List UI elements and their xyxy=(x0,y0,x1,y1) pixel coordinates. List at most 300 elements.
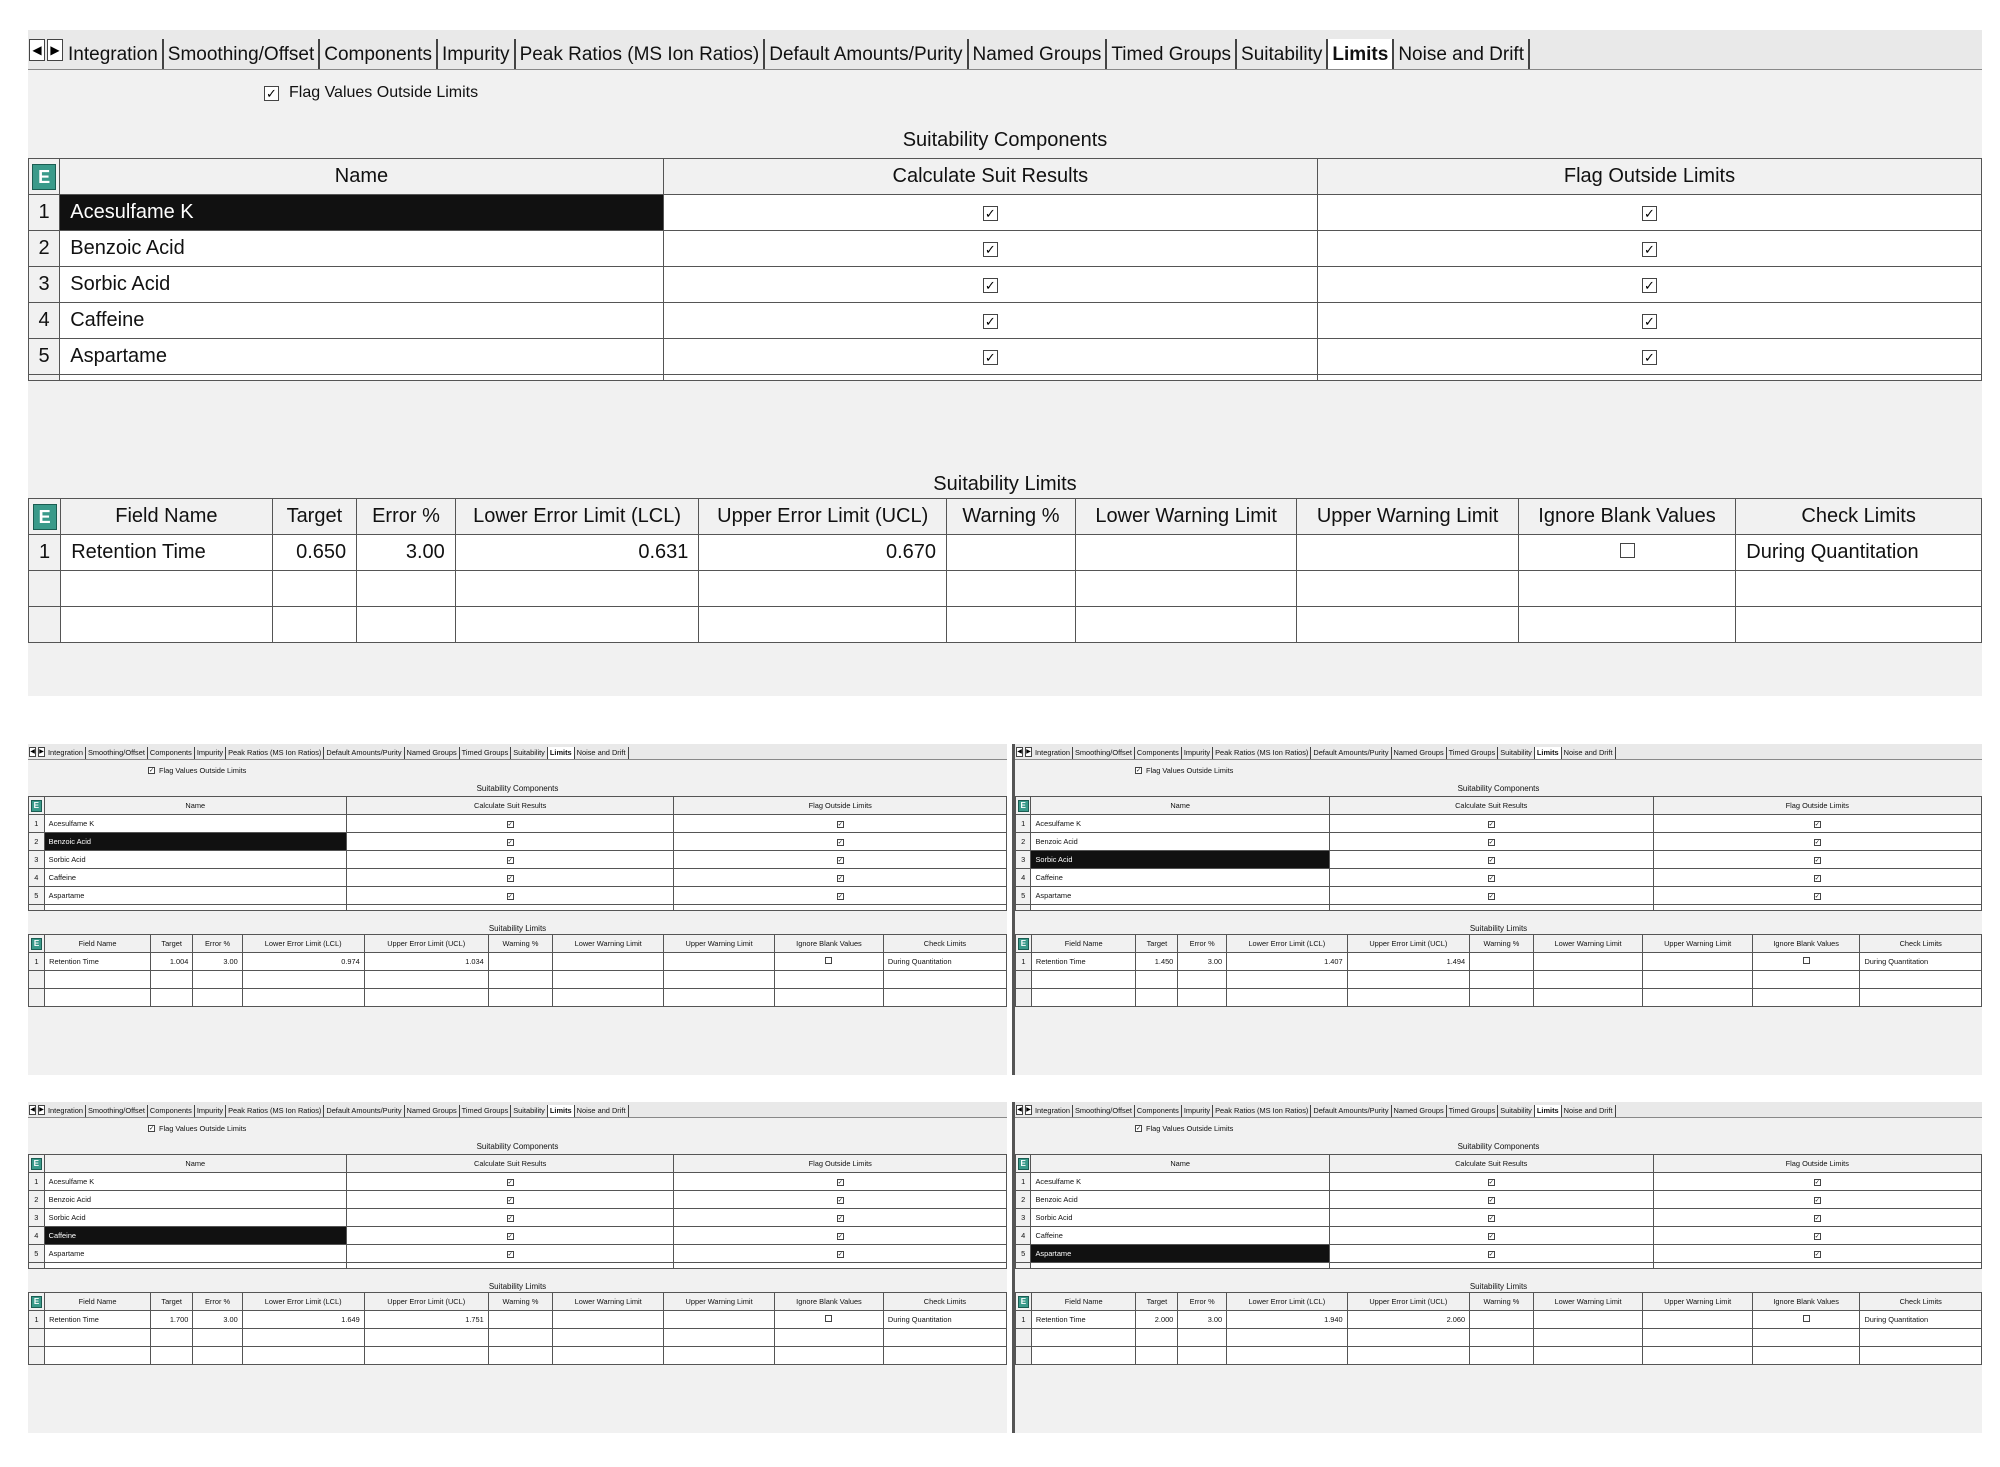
header-flag-outside-limits[interactable]: Flag Outside Limits xyxy=(1317,159,1981,195)
lcl-cell[interactable]: 1.407 xyxy=(1227,953,1348,971)
ignore-blank-values-checkbox[interactable] xyxy=(1803,957,1810,964)
ignore-blank-values-cell[interactable] xyxy=(1518,535,1735,571)
error-pct-cell[interactable]: 3.00 xyxy=(1178,953,1227,971)
error-pct-cell[interactable]: 3.00 xyxy=(357,535,456,571)
header-error-pct[interactable]: Error % xyxy=(193,1293,242,1311)
flag-outside-limits-cell[interactable] xyxy=(674,1209,1007,1227)
flag-outside-limits-checkbox[interactable]: ✓ xyxy=(837,857,843,864)
component-name-cell[interactable]: Caffeine xyxy=(60,303,663,339)
component-name-cell[interactable]: Aspartame xyxy=(44,1245,346,1263)
table-e-icon[interactable]: E xyxy=(1018,1158,1029,1170)
ignore-blank-values-checkbox[interactable] xyxy=(1803,1315,1810,1322)
header-lcl[interactable]: Lower Error Limit (LCL) xyxy=(242,935,364,953)
ucl-cell[interactable]: 1.751 xyxy=(364,1311,488,1329)
header-lower-warning-limit[interactable]: Lower Warning Limit xyxy=(1075,499,1296,535)
table-row[interactable] xyxy=(1016,905,1982,911)
tab-timed-groups[interactable]: Timed Groups xyxy=(1447,747,1499,759)
flag-outside-limits-checkbox[interactable]: ✓ xyxy=(837,1215,843,1222)
table-row[interactable] xyxy=(29,1191,1007,1209)
tab-default-amounts-purity[interactable]: Default Amounts/Purity xyxy=(1311,747,1391,759)
header-check-limits[interactable]: Check Limits xyxy=(1860,1293,1982,1311)
calculate-suit-results-cell[interactable] xyxy=(346,1245,674,1263)
table-row[interactable] xyxy=(29,267,1982,303)
flag-outside-limits-checkbox[interactable]: ✓ xyxy=(1814,1233,1820,1240)
flag-outside-limits-cell[interactable] xyxy=(1653,869,1981,887)
calculate-suit-results-checkbox[interactable]: ✓ xyxy=(507,1215,513,1222)
ignore-blank-values-cell[interactable] xyxy=(1752,1311,1860,1329)
header-ucl[interactable]: Upper Error Limit (UCL) xyxy=(364,1293,488,1311)
flag-values-outside-limits-checkbox[interactable]: ✓ xyxy=(1135,767,1142,774)
tab-timed-groups[interactable]: Timed Groups xyxy=(460,747,512,759)
flag-values-outside-limits-option[interactable] xyxy=(1135,1124,1233,1133)
flag-outside-limits-checkbox[interactable]: ✓ xyxy=(837,821,843,828)
header-ignore-blank-values[interactable]: Ignore Blank Values xyxy=(775,1293,884,1311)
scroll-right-icon[interactable]: ▶ xyxy=(47,39,63,61)
target-cell[interactable]: 1.004 xyxy=(150,953,192,971)
flag-outside-limits-cell[interactable] xyxy=(674,1173,1007,1191)
ignore-blank-values-cell[interactable] xyxy=(775,953,884,971)
header-calculate-suit-results[interactable]: Calculate Suit Results xyxy=(346,1155,674,1173)
tab-components[interactable]: Components xyxy=(1135,1105,1182,1117)
header-name[interactable]: Name xyxy=(60,159,663,195)
calculate-suit-results-checkbox[interactable]: ✓ xyxy=(1488,893,1494,900)
component-name-cell[interactable]: Benzoic Acid xyxy=(44,1191,346,1209)
tab-timed-groups[interactable]: Timed Groups xyxy=(460,1105,512,1117)
tab-default-amounts-purity[interactable]: Default Amounts/Purity xyxy=(765,39,968,69)
warning-pct-cell[interactable] xyxy=(488,1311,553,1329)
header-name[interactable]: Name xyxy=(1031,797,1329,815)
table-row[interactable] xyxy=(29,1311,1007,1329)
tab-peak-ratios[interactable]: Peak Ratios (MS Ion Ratios) xyxy=(1213,747,1311,759)
table-row[interactable] xyxy=(1016,1227,1982,1245)
header-field-name[interactable]: Field Name xyxy=(45,1293,151,1311)
tab-peak-ratios[interactable]: Peak Ratios (MS Ion Ratios) xyxy=(226,747,324,759)
table-row[interactable] xyxy=(29,1173,1007,1191)
header-flag-outside-limits[interactable]: Flag Outside Limits xyxy=(1653,797,1981,815)
tab-limits[interactable]: Limits xyxy=(1535,747,1562,759)
flag-outside-limits-checkbox[interactable]: ✓ xyxy=(1642,206,1657,221)
ucl-cell[interactable]: 1.494 xyxy=(1347,953,1469,971)
table-e-icon[interactable]: E xyxy=(1018,800,1029,812)
table-row[interactable] xyxy=(29,231,1982,267)
lcl-cell[interactable]: 0.974 xyxy=(242,953,364,971)
header-calculate-suit-results[interactable]: Calculate Suit Results xyxy=(663,159,1317,195)
flag-outside-limits-checkbox[interactable]: ✓ xyxy=(1814,857,1820,864)
scroll-left-icon[interactable]: ◀ xyxy=(29,39,45,61)
header-error-pct[interactable]: Error % xyxy=(357,499,456,535)
header-lcl[interactable]: Lower Error Limit (LCL) xyxy=(242,1293,364,1311)
header-calculate-suit-results[interactable]: Calculate Suit Results xyxy=(1329,1155,1653,1173)
component-name-cell[interactable]: Acesulfame K xyxy=(44,1173,346,1191)
calculate-suit-results-checkbox[interactable]: ✓ xyxy=(1488,1179,1494,1186)
header-target[interactable]: Target xyxy=(150,935,192,953)
calculate-suit-results-checkbox[interactable]: ✓ xyxy=(507,1197,513,1204)
table-row[interactable] xyxy=(1016,1347,1982,1365)
upper-warning-limit-cell[interactable] xyxy=(1643,953,1753,971)
component-name-cell[interactable]: Aspartame xyxy=(1031,1245,1329,1263)
flag-outside-limits-cell[interactable] xyxy=(674,851,1007,869)
header-name[interactable]: Name xyxy=(44,1155,346,1173)
table-row[interactable] xyxy=(29,1227,1007,1245)
tab-limits[interactable]: Limits xyxy=(1535,1105,1562,1117)
flag-outside-limits-checkbox[interactable]: ✓ xyxy=(1814,1179,1820,1186)
flag-values-outside-limits-checkbox[interactable]: ✓ xyxy=(148,767,155,774)
calculate-suit-results-cell[interactable] xyxy=(663,339,1317,375)
header-upper-warning-limit[interactable]: Upper Warning Limit xyxy=(1297,499,1518,535)
flag-outside-limits-checkbox[interactable]: ✓ xyxy=(1642,350,1657,365)
flag-outside-limits-checkbox[interactable]: ✓ xyxy=(1814,875,1820,882)
tab-suitability[interactable]: Suitability xyxy=(1498,747,1535,759)
flag-outside-limits-checkbox[interactable]: ✓ xyxy=(837,1179,843,1186)
table-row[interactable] xyxy=(29,1209,1007,1227)
header-warning-pct[interactable]: Warning % xyxy=(1470,1293,1534,1311)
table-row[interactable] xyxy=(1016,1245,1982,1263)
table-row[interactable] xyxy=(1016,1173,1982,1191)
check-limits-cell[interactable]: During Quantitation xyxy=(883,953,1006,971)
target-cell[interactable]: 1.700 xyxy=(150,1311,192,1329)
calculate-suit-results-cell[interactable] xyxy=(1329,1173,1653,1191)
table-row[interactable] xyxy=(1016,989,1982,1007)
ignore-blank-values-checkbox[interactable] xyxy=(1620,543,1635,558)
header-calculate-suit-results[interactable]: Calculate Suit Results xyxy=(346,797,674,815)
calculate-suit-results-checkbox[interactable]: ✓ xyxy=(507,1233,513,1240)
table-row[interactable] xyxy=(1016,887,1982,905)
table-e-icon[interactable]: E xyxy=(1018,1296,1029,1308)
flag-outside-limits-cell[interactable] xyxy=(1317,303,1981,339)
table-row[interactable] xyxy=(29,953,1007,971)
header-check-limits[interactable]: Check Limits xyxy=(883,935,1006,953)
scroll-left-icon[interactable]: ◀ xyxy=(30,749,35,755)
tab-peak-ratios[interactable]: Peak Ratios (MS Ion Ratios) xyxy=(516,39,766,69)
flag-outside-limits-cell[interactable] xyxy=(1317,339,1981,375)
header-check-limits[interactable]: Check Limits xyxy=(883,1293,1006,1311)
tab-named-groups[interactable]: Named Groups xyxy=(1392,747,1447,759)
warning-pct-cell[interactable] xyxy=(947,535,1076,571)
warning-pct-cell[interactable] xyxy=(488,953,553,971)
flag-outside-limits-checkbox[interactable]: ✓ xyxy=(837,1197,843,1204)
flag-outside-limits-checkbox[interactable]: ✓ xyxy=(1642,242,1657,257)
scroll-left-icon[interactable]: ◀ xyxy=(1017,749,1022,755)
tab-integration[interactable]: Integration xyxy=(1033,747,1073,759)
table-row[interactable] xyxy=(1016,1263,1982,1269)
flag-outside-limits-cell[interactable] xyxy=(674,1245,1007,1263)
header-upper-warning-limit[interactable]: Upper Warning Limit xyxy=(1643,1293,1753,1311)
header-ucl[interactable]: Upper Error Limit (UCL) xyxy=(364,935,488,953)
header-flag-outside-limits[interactable]: Flag Outside Limits xyxy=(1653,1155,1981,1173)
table-row[interactable] xyxy=(29,195,1982,231)
flag-outside-limits-checkbox[interactable]: ✓ xyxy=(1814,893,1820,900)
flag-outside-limits-cell[interactable] xyxy=(1653,1209,1981,1227)
component-name-cell[interactable]: Sorbic Acid xyxy=(44,1209,346,1227)
field-name-cell[interactable]: Retention Time xyxy=(1031,1311,1136,1329)
header-lcl[interactable]: Lower Error Limit (LCL) xyxy=(1227,1293,1348,1311)
field-name-cell[interactable]: Retention Time xyxy=(45,953,151,971)
header-target[interactable]: Target xyxy=(1136,1293,1178,1311)
calculate-suit-results-cell[interactable] xyxy=(1329,815,1653,833)
flag-outside-limits-cell[interactable] xyxy=(674,833,1007,851)
tab-components[interactable]: Components xyxy=(320,39,438,69)
flag-outside-limits-checkbox[interactable]: ✓ xyxy=(1642,314,1657,329)
calculate-suit-results-cell[interactable] xyxy=(346,815,674,833)
calculate-suit-results-cell[interactable] xyxy=(663,231,1317,267)
component-name-cell[interactable]: Caffeine xyxy=(1031,869,1329,887)
header-name[interactable]: Name xyxy=(44,797,346,815)
tab-smoothing-offset[interactable]: Smoothing/Offset xyxy=(86,747,148,759)
calculate-suit-results-cell[interactable] xyxy=(1329,1227,1653,1245)
table-row[interactable] xyxy=(1016,1209,1982,1227)
tab-impurity[interactable]: Impurity xyxy=(1182,747,1213,759)
ignore-blank-values-checkbox[interactable] xyxy=(825,957,832,964)
header-target[interactable]: Target xyxy=(150,1293,192,1311)
ignore-blank-values-checkbox[interactable] xyxy=(825,1315,832,1322)
component-name-cell[interactable]: Caffeine xyxy=(44,1227,346,1245)
table-row[interactable] xyxy=(29,1347,1007,1365)
tab-default-amounts-purity[interactable]: Default Amounts/Purity xyxy=(324,747,404,759)
ucl-cell[interactable]: 2.060 xyxy=(1347,1311,1469,1329)
header-calculate-suit-results[interactable]: Calculate Suit Results xyxy=(1329,797,1653,815)
ignore-blank-values-cell[interactable] xyxy=(775,1311,884,1329)
table-row[interactable] xyxy=(29,535,1982,571)
calculate-suit-results-checkbox[interactable]: ✓ xyxy=(1488,839,1494,846)
tab-suitability[interactable]: Suitability xyxy=(511,747,548,759)
flag-outside-limits-cell[interactable] xyxy=(674,815,1007,833)
tab-limits[interactable]: Limits xyxy=(548,747,575,759)
flag-outside-limits-cell[interactable] xyxy=(1653,851,1981,869)
header-field-name[interactable]: Field Name xyxy=(1031,1293,1136,1311)
tab-components[interactable]: Components xyxy=(148,747,195,759)
lower-warning-limit-cell[interactable] xyxy=(1533,1311,1643,1329)
table-row[interactable] xyxy=(1016,1329,1982,1347)
target-cell[interactable]: 2.000 xyxy=(1136,1311,1178,1329)
target-cell[interactable]: 0.650 xyxy=(272,535,357,571)
component-name-cell[interactable]: Aspartame xyxy=(44,887,346,905)
table-row[interactable] xyxy=(29,869,1007,887)
calculate-suit-results-cell[interactable] xyxy=(663,195,1317,231)
component-name-cell[interactable]: Acesulfame K xyxy=(60,195,663,231)
flag-outside-limits-checkbox[interactable]: ✓ xyxy=(1814,821,1820,828)
header-warning-pct[interactable]: Warning % xyxy=(488,1293,553,1311)
calculate-suit-results-checkbox[interactable]: ✓ xyxy=(983,242,998,257)
header-ignore-blank-values[interactable]: Ignore Blank Values xyxy=(1752,935,1860,953)
table-row[interactable] xyxy=(29,303,1982,339)
header-lower-warning-limit[interactable]: Lower Warning Limit xyxy=(1533,935,1643,953)
flag-outside-limits-cell[interactable] xyxy=(1653,1191,1981,1209)
header-target[interactable]: Target xyxy=(272,499,357,535)
upper-warning-limit-cell[interactable] xyxy=(664,1311,775,1329)
table-row[interactable] xyxy=(29,905,1007,911)
tab-named-groups[interactable]: Named Groups xyxy=(969,39,1108,69)
tab-timed-groups[interactable]: Timed Groups xyxy=(1107,39,1237,69)
header-lower-warning-limit[interactable]: Lower Warning Limit xyxy=(1533,1293,1643,1311)
tab-named-groups[interactable]: Named Groups xyxy=(1392,1105,1447,1117)
calculate-suit-results-cell[interactable] xyxy=(1329,1191,1653,1209)
tab-integration[interactable]: Integration xyxy=(64,39,164,69)
calculate-suit-results-checkbox[interactable]: ✓ xyxy=(1488,857,1494,864)
tab-suitability[interactable]: Suitability xyxy=(511,1105,548,1117)
component-name-cell[interactable]: Benzoic Acid xyxy=(44,833,346,851)
flag-values-outside-limits-checkbox[interactable]: ✓ xyxy=(148,1125,155,1132)
flag-outside-limits-checkbox[interactable]: ✓ xyxy=(1814,1215,1820,1222)
table-row[interactable] xyxy=(29,815,1007,833)
flag-outside-limits-checkbox[interactable]: ✓ xyxy=(837,1251,843,1258)
flag-outside-limits-checkbox[interactable]: ✓ xyxy=(1814,839,1820,846)
tab-noise-and-drift[interactable]: Noise and Drift xyxy=(1394,39,1530,69)
flag-outside-limits-cell[interactable] xyxy=(1653,833,1981,851)
table-row[interactable] xyxy=(29,971,1007,989)
flag-values-outside-limits-option[interactable] xyxy=(264,84,478,102)
flag-outside-limits-cell[interactable] xyxy=(1317,195,1981,231)
header-error-pct[interactable]: Error % xyxy=(1178,1293,1227,1311)
table-e-icon[interactable]: E xyxy=(31,1158,42,1170)
scroll-right-icon[interactable]: ▶ xyxy=(39,749,44,755)
calculate-suit-results-cell[interactable] xyxy=(1329,1245,1653,1263)
header-flag-outside-limits[interactable]: Flag Outside Limits xyxy=(674,1155,1007,1173)
calculate-suit-results-checkbox[interactable]: ✓ xyxy=(983,350,998,365)
component-name-cell[interactable]: Sorbic Acid xyxy=(60,267,663,303)
target-cell[interactable]: 1.450 xyxy=(1136,953,1178,971)
scroll-right-icon[interactable]: ▶ xyxy=(39,1107,44,1113)
flag-outside-limits-checkbox[interactable]: ✓ xyxy=(1814,1197,1820,1204)
calculate-suit-results-checkbox[interactable]: ✓ xyxy=(507,875,513,882)
lower-warning-limit-cell[interactable] xyxy=(1533,953,1643,971)
error-pct-cell[interactable]: 3.00 xyxy=(193,1311,242,1329)
component-name-cell[interactable]: Benzoic Acid xyxy=(1031,833,1329,851)
scroll-left-icon[interactable]: ◀ xyxy=(1017,1107,1022,1113)
flag-outside-limits-cell[interactable] xyxy=(1653,1173,1981,1191)
flag-outside-limits-checkbox[interactable]: ✓ xyxy=(1642,278,1657,293)
calculate-suit-results-cell[interactable] xyxy=(346,869,674,887)
component-name-cell[interactable]: Benzoic Acid xyxy=(1031,1191,1329,1209)
calculate-suit-results-checkbox[interactable]: ✓ xyxy=(1488,1197,1494,1204)
tab-smoothing-offset[interactable]: Smoothing/Offset xyxy=(1073,1105,1135,1117)
calculate-suit-results-cell[interactable] xyxy=(663,303,1317,339)
error-pct-cell[interactable]: 3.00 xyxy=(1178,1311,1227,1329)
scroll-right-icon[interactable]: ▶ xyxy=(1026,1107,1031,1113)
check-limits-cell[interactable]: During Quantitation xyxy=(1860,953,1982,971)
header-field-name[interactable]: Field Name xyxy=(1031,935,1136,953)
header-upper-warning-limit[interactable]: Upper Warning Limit xyxy=(664,1293,775,1311)
lcl-cell[interactable]: 0.631 xyxy=(455,535,699,571)
header-flag-outside-limits[interactable]: Flag Outside Limits xyxy=(674,797,1007,815)
header-ucl[interactable]: Upper Error Limit (UCL) xyxy=(699,499,947,535)
table-row[interactable] xyxy=(29,375,1982,381)
calculate-suit-results-cell[interactable] xyxy=(346,887,674,905)
calculate-suit-results-checkbox[interactable]: ✓ xyxy=(507,821,513,828)
header-field-name[interactable]: Field Name xyxy=(45,935,151,953)
calculate-suit-results-cell[interactable] xyxy=(346,851,674,869)
tab-smoothing-offset[interactable]: Smoothing/Offset xyxy=(164,39,320,69)
check-limits-cell[interactable]: During Quantitation xyxy=(1860,1311,1982,1329)
table-row[interactable] xyxy=(1016,851,1982,869)
scroll-right-icon[interactable]: ▶ xyxy=(1026,749,1031,755)
table-e-icon[interactable]: E xyxy=(1018,938,1029,950)
table-row[interactable] xyxy=(29,1245,1007,1263)
flag-outside-limits-checkbox[interactable]: ✓ xyxy=(837,839,843,846)
flag-outside-limits-cell[interactable] xyxy=(1317,267,1981,303)
flag-outside-limits-checkbox[interactable]: ✓ xyxy=(837,893,843,900)
table-e-icon[interactable]: E xyxy=(31,800,42,812)
flag-outside-limits-cell[interactable] xyxy=(674,1227,1007,1245)
calculate-suit-results-checkbox[interactable]: ✓ xyxy=(1488,875,1494,882)
tab-noise-and-drift[interactable]: Noise and Drift xyxy=(1562,1105,1616,1117)
table-row[interactable] xyxy=(1016,815,1982,833)
header-lcl[interactable]: Lower Error Limit (LCL) xyxy=(455,499,699,535)
tab-noise-and-drift[interactable]: Noise and Drift xyxy=(575,1105,629,1117)
table-row[interactable] xyxy=(1016,1311,1982,1329)
table-row[interactable] xyxy=(1016,1191,1982,1209)
calculate-suit-results-checkbox[interactable]: ✓ xyxy=(507,839,513,846)
calculate-suit-results-cell[interactable] xyxy=(1329,869,1653,887)
tab-limits[interactable]: Limits xyxy=(1328,39,1394,69)
scroll-left-icon[interactable]: ◀ xyxy=(30,1107,35,1113)
upper-warning-limit-cell[interactable] xyxy=(1297,535,1518,571)
component-name-cell[interactable]: Sorbic Acid xyxy=(1031,851,1329,869)
tab-noise-and-drift[interactable]: Noise and Drift xyxy=(575,747,629,759)
table-row[interactable] xyxy=(29,1263,1007,1269)
header-ignore-blank-values[interactable]: Ignore Blank Values xyxy=(775,935,884,953)
check-limits-cell[interactable]: During Quantitation xyxy=(1736,535,1982,571)
tab-integration[interactable]: Integration xyxy=(46,1105,86,1117)
tab-integration[interactable]: Integration xyxy=(1033,1105,1073,1117)
header-warning-pct[interactable]: Warning % xyxy=(1470,935,1534,953)
tab-smoothing-offset[interactable]: Smoothing/Offset xyxy=(86,1105,148,1117)
upper-warning-limit-cell[interactable] xyxy=(664,953,775,971)
component-name-cell[interactable]: Aspartame xyxy=(60,339,663,375)
lower-warning-limit-cell[interactable] xyxy=(553,1311,664,1329)
tab-peak-ratios[interactable]: Peak Ratios (MS Ion Ratios) xyxy=(1213,1105,1311,1117)
header-ucl[interactable]: Upper Error Limit (UCL) xyxy=(1347,1293,1469,1311)
calculate-suit-results-checkbox[interactable]: ✓ xyxy=(1488,1251,1494,1258)
calculate-suit-results-cell[interactable] xyxy=(346,1209,674,1227)
calculate-suit-results-checkbox[interactable]: ✓ xyxy=(507,893,513,900)
calculate-suit-results-cell[interactable] xyxy=(663,267,1317,303)
table-row[interactable] xyxy=(1016,833,1982,851)
table-row[interactable] xyxy=(29,571,1982,607)
tab-integration[interactable]: Integration xyxy=(46,747,86,759)
header-upper-warning-limit[interactable]: Upper Warning Limit xyxy=(664,935,775,953)
tab-noise-and-drift[interactable]: Noise and Drift xyxy=(1562,747,1616,759)
table-e-icon[interactable]: E xyxy=(31,1296,42,1308)
flag-outside-limits-cell[interactable] xyxy=(1653,887,1981,905)
tab-default-amounts-purity[interactable]: Default Amounts/Purity xyxy=(324,1105,404,1117)
lcl-cell[interactable]: 1.649 xyxy=(242,1311,364,1329)
flag-values-outside-limits-option[interactable] xyxy=(148,1124,246,1133)
component-name-cell[interactable]: Caffeine xyxy=(44,869,346,887)
flag-outside-limits-cell[interactable] xyxy=(1653,815,1981,833)
calculate-suit-results-checkbox[interactable]: ✓ xyxy=(1488,1215,1494,1222)
tab-components[interactable]: Components xyxy=(148,1105,195,1117)
field-name-cell[interactable]: Retention Time xyxy=(45,1311,151,1329)
calculate-suit-results-cell[interactable] xyxy=(346,1227,674,1245)
header-lower-warning-limit[interactable]: Lower Warning Limit xyxy=(553,935,664,953)
flag-outside-limits-cell[interactable] xyxy=(674,1191,1007,1209)
warning-pct-cell[interactable] xyxy=(1470,953,1534,971)
component-name-cell[interactable]: Aspartame xyxy=(1031,887,1329,905)
header-error-pct[interactable]: Error % xyxy=(1178,935,1227,953)
table-row[interactable] xyxy=(29,607,1982,643)
warning-pct-cell[interactable] xyxy=(1470,1311,1534,1329)
header-field-name[interactable]: Field Name xyxy=(61,499,272,535)
component-name-cell[interactable]: Caffeine xyxy=(1031,1227,1329,1245)
tab-impurity[interactable]: Impurity xyxy=(1182,1105,1213,1117)
check-limits-cell[interactable]: During Quantitation xyxy=(883,1311,1006,1329)
tab-components[interactable]: Components xyxy=(1135,747,1182,759)
header-check-limits[interactable]: Check Limits xyxy=(1736,499,1982,535)
header-lcl[interactable]: Lower Error Limit (LCL) xyxy=(1227,935,1348,953)
calculate-suit-results-cell[interactable] xyxy=(1329,851,1653,869)
header-check-limits[interactable]: Check Limits xyxy=(1860,935,1982,953)
calculate-suit-results-checkbox[interactable]: ✓ xyxy=(983,206,998,221)
